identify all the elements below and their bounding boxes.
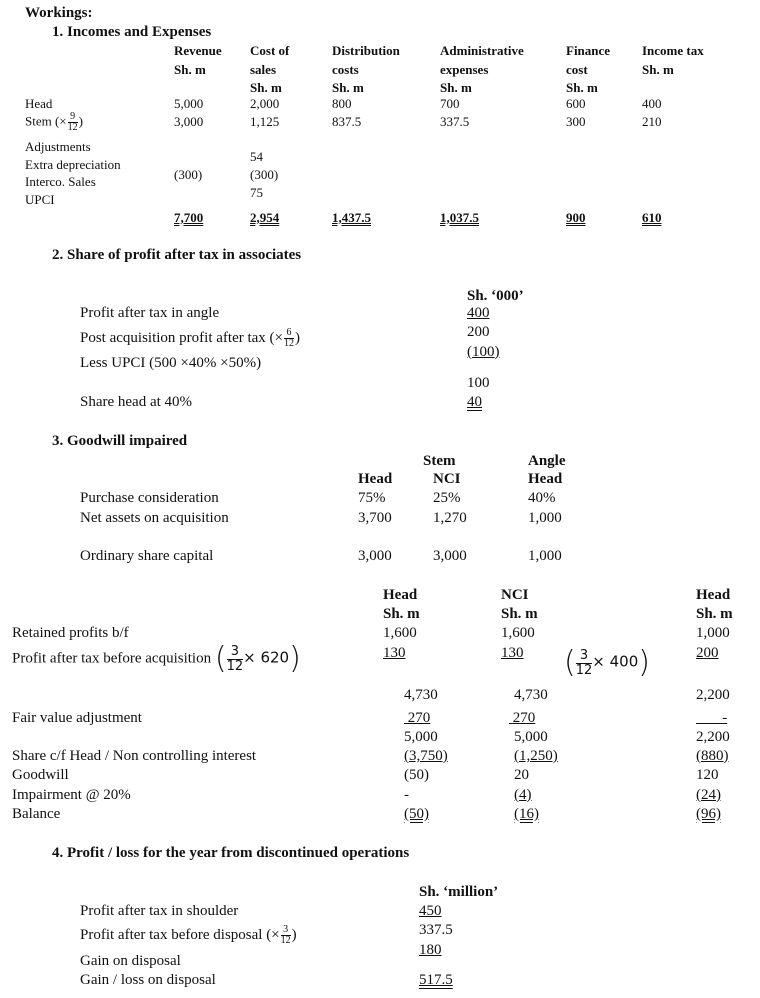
w1-interco-label: Interco. Sales [25,174,96,189]
w3-retained-angle: 1,000 [696,625,730,641]
w1-stem-frac-den: 12 [67,122,78,133]
w4-row-2-fraction [281,925,291,946]
page-title: Workings: [25,5,93,21]
w2-row-2-label [80,328,300,349]
w1-total-cos: 2,954 [250,210,280,225]
w3-col-head-head: Head [383,587,418,603]
w3-retained-head: 1,600 [383,625,417,641]
w3-angle-fraction-expr [564,645,650,680]
w3-angle-fraction [576,649,593,677]
w1-stem-label-text: Stem (× [25,113,67,129]
w1-stem-fraction [68,112,78,133]
w3-top-head-stem: Stem [423,453,456,469]
w3-subtotal-nci: 4,730 [514,687,548,703]
w4-row-2-frac-den: 12 [280,935,291,946]
w3-pre-acq-frac-den: 12 [226,659,244,674]
w1-row-stem-label [25,112,83,133]
w1-adjustments-label: Adjustments [25,139,91,154]
w2-row-1-value: 400 [467,305,490,321]
w1-col-dist-h3: Sh. m [332,80,364,95]
w1-total-finance: 900 [566,210,586,225]
w1-head-dist: 800 [332,96,352,111]
w2-row-2-close: ) [295,329,300,346]
w1-total-dist: 1,437.5 [332,210,371,225]
w3-balance-label: Balance [12,806,61,822]
w3-purchase-angle: 40% [528,490,556,506]
w1-head-finance: 600 [566,96,586,111]
w3-impairment-label: Impairment @ 20% [12,787,131,803]
w3-col-head-nci: NCI [501,587,529,603]
w1-col-dist-h2: costs [332,62,359,77]
w3-retained-nci: 1,600 [501,625,535,641]
w3-pre-acq-frac-num: 3 [227,645,244,660]
w3-top-head-angle: Angle [528,453,566,469]
w3-fair-value-angle-text: - [722,710,728,726]
w1-stem-cos: 1,125 [250,114,280,129]
w3-impairment-head: - [404,787,409,803]
w1-head-tax: 400 [642,96,662,111]
w1-col-admin-h1: Administrative [440,43,524,58]
w3-purchase-label: Purchase consideration [80,490,219,506]
w1-stem-dist: 837.5 [332,114,362,129]
w3-fair-value-head [404,711,430,726]
w1-col-finance-h1: Finance [566,43,611,58]
w3-total-angle: 2,200 [696,729,730,745]
w1-stem-admin: 337.5 [440,114,470,129]
w3-pre-acq-fraction [227,645,244,673]
w3-fair-value-nci [509,711,535,726]
w3-goodwill-head: (50) [404,767,429,783]
w3-balance-nci: (16) [514,806,539,822]
w4-row-2-frac-num: 3 [281,925,291,936]
w4-heading: 4. Profit / loss for the year from discontinued operations [52,845,410,861]
w3-col-unit-head: Sh. m [383,606,420,622]
w3-heading: 3. Goodwill impaired [52,433,188,449]
w1-interco-cos: (300) [250,167,279,182]
w3-subtotal-head: 4,730 [404,687,438,703]
w3-subtotal-angle: 2,200 [696,687,730,703]
w3-fair-value-head-text: 270 [407,710,431,726]
w1-interco-revenue: (300) [174,167,203,182]
w3-angle-mult: × 400 [592,652,639,671]
w3-impairment-nci: (4) [514,787,532,803]
w3-share-cf-angle: (880) [696,748,729,764]
w3-fair-value-label: Fair value adjustment [12,710,142,726]
w3-goodwill-nci: 20 [514,767,529,783]
w3-balance-head: (50) [404,806,429,822]
w2-row-5-label: Share head at 40% [80,394,193,410]
w2-row-2-frac-num: 6 [284,328,294,339]
w4-row-2-label [80,925,297,946]
w3-share-capital-head: 3,000 [358,548,392,564]
w1-upci-label: UPCI [25,192,55,207]
w1-upci-cos: 75 [250,185,263,200]
w3-purchase-head: 75% [358,490,386,506]
w3-share-cf-label: Share c/f Head / Non controlling interest [12,748,257,764]
w4-row-1-label: Profit after tax in shoulder [80,903,239,919]
w3-col-head-angle: Head [696,587,731,603]
w1-col-tax-h2: Sh. m [642,62,674,77]
w3-share-cf-head: (3,750) [404,748,448,764]
w1-extra-dep-label: Extra depreciation [25,157,121,172]
w3-pre-acq-head: 130 [383,645,406,661]
w1-col-dist-h1: Distribution [332,43,400,58]
w3-net-assets-angle: 1,000 [528,510,562,526]
w3-purchase-nci: 25% [433,490,461,506]
w2-row-2-label-text: Post acquisition profit after tax (× [80,329,283,346]
w3-balance-angle: (96) [696,806,721,822]
w4-row-1-value: 450 [419,903,442,919]
w3-net-assets-label: Net assets on acquisition [80,510,229,526]
w3-share-capital-angle: 1,000 [528,548,562,564]
w1-col-admin-h3: Sh. m [440,80,472,95]
right-paren-icon: ) [638,645,650,680]
w3-fair-value-nci-text: 270 [512,710,536,726]
w3-top-head-angle-head: Head [528,471,563,487]
w2-row-5-value: 40 [467,394,482,410]
w3-share-cf-nci: (1,250) [514,748,558,764]
w1-col-revenue-h2: Sh. m [174,62,206,77]
w2-heading: 2. Share of profit after tax in associates [52,247,302,263]
w1-stem-tax: 210 [642,114,662,129]
w3-pre-acq-mult: × 620 [243,648,290,667]
w3-fair-value-angle [696,711,727,726]
w4-row-2-label-text: Profit after tax before disposal (× [80,926,280,943]
w3-net-assets-head: 3,700 [358,510,392,526]
w2-row-3-value: (100) [467,344,500,360]
w4-row-2-value: 337.5 [419,922,453,938]
w3-net-assets-nci: 1,270 [433,510,467,526]
w1-stem-frac-num: 9 [68,112,78,123]
w1-head-revenue: 5,000 [174,96,204,111]
w1-col-tax-h1: Income tax [642,43,704,58]
w4-row-2-close: ) [291,926,297,943]
w1-col-finance-h3: Sh. m [566,80,598,95]
w3-top-head-nci: NCI [433,471,461,487]
w3-pre-acq-angle: 200 [696,645,719,661]
w1-total-admin: 1,037.5 [440,210,479,225]
w1-col-revenue-h1: Revenue [174,43,222,58]
w3-angle-frac-den: 12 [575,663,593,678]
left-paren-icon: ( [564,645,576,680]
w1-stem-close: ) [78,113,83,129]
w1-total-tax: 610 [642,210,662,225]
w2-row-2-frac-den: 12 [284,338,294,349]
w3-total-nci: 5,000 [514,729,548,745]
w4-row-4-label: Gain on disposal [80,953,181,969]
w3-pre-acq-label [12,641,301,676]
w4-row-3-value: 180 [419,942,442,958]
w1-col-admin-h2: expenses [440,62,489,77]
w1-col-cos-h2: sales [250,62,276,77]
right-paren-icon: ) [289,641,301,676]
w3-goodwill-angle: 120 [696,767,719,783]
w1-col-cos-h3: Sh. m [250,80,282,95]
w1-col-finance-h2: cost [566,62,588,77]
w3-top-head-head: Head [358,471,393,487]
w2-row-4-value: 100 [467,375,490,391]
w1-stem-finance: 300 [566,114,586,129]
w4-row-5-value: 517.5 [419,972,453,988]
w3-pre-acq-nci: 130 [501,645,524,661]
w1-col-cos-h1: Cost of [250,43,290,58]
w3-angle-frac-num: 3 [576,649,593,664]
w2-row-1-label: Profit after tax in angle [80,305,220,321]
w1-row-head-label: Head [25,96,53,111]
w2-col-head: Sh. ‘000’ [467,288,524,304]
w1-head-admin: 700 [440,96,460,111]
w3-share-capital-nci: 3,000 [433,548,467,564]
w1-head-cos: 2,000 [250,96,280,111]
w3-share-capital-label: Ordinary share capital [80,548,214,564]
w3-col-unit-nci: Sh. m [501,606,538,622]
w2-row-2-fraction [284,328,294,349]
w3-impairment-angle: (24) [696,787,721,803]
w1-total-revenue: 7,700 [174,210,204,225]
w3-goodwill-label: Goodwill [12,767,69,783]
left-paren-icon: ( [214,641,227,676]
w3-total-head: 5,000 [404,729,438,745]
w1-heading: 1. Incomes and Expenses [52,24,212,40]
w4-row-5-label: Gain / loss on disposal [80,972,216,988]
w3-col-unit-angle: Sh. m [696,606,733,622]
w2-row-2-value: 200 [467,324,490,340]
w4-col-head: Sh. ‘million’ [419,884,499,900]
w3-pre-acq-label-text: Profit after tax before acquisition [12,650,212,667]
w3-retained-label: Retained profits b/f [12,625,129,641]
w1-extra-dep-cos: 54 [250,149,263,164]
w2-row-3-label: Less UPCI (500 ×40% ×50%) [80,355,262,371]
w1-stem-revenue: 3,000 [174,114,204,129]
